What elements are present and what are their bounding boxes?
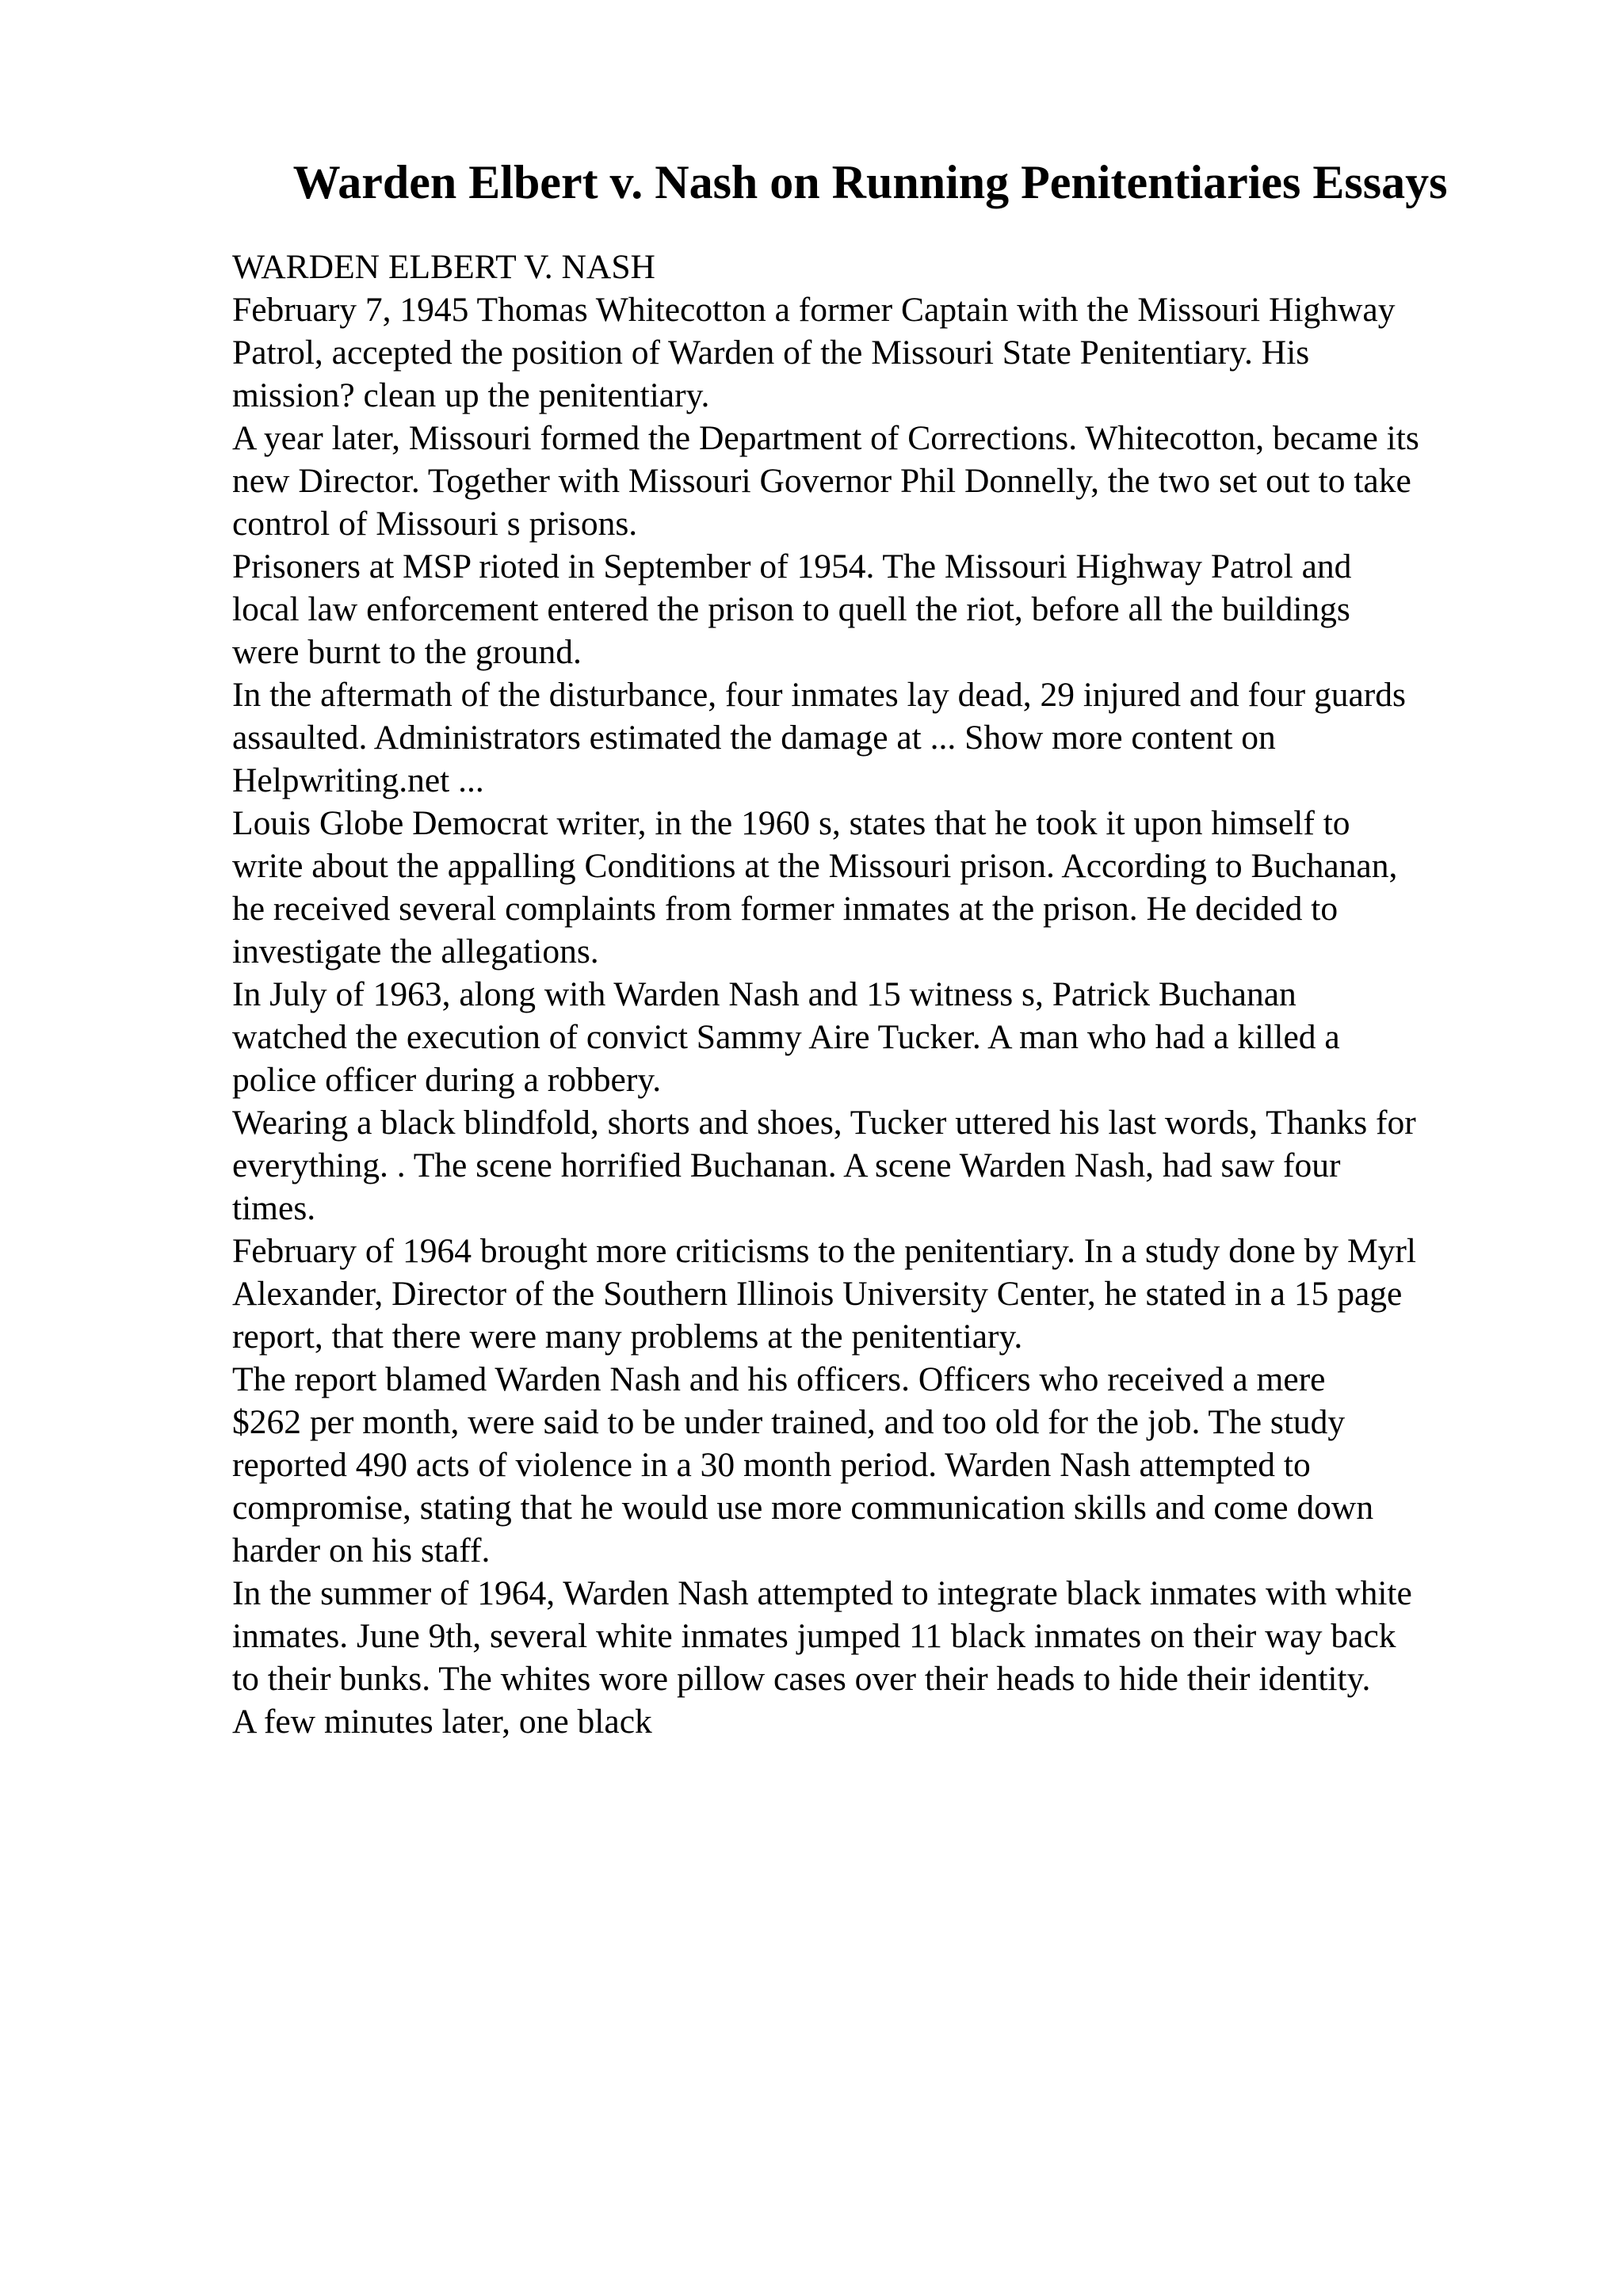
body-line: February of 1964 brought more criticisms to the penitentiary. In a study done by Myrl [232, 1232, 1416, 1270]
body-line: WARDEN ELBERT V. NASH [232, 248, 655, 286]
body-line: assaulted. Administrators estimated the damage at ... Show more content on [232, 719, 1276, 757]
body-line: investigate the allegations. [232, 933, 599, 971]
body-line: to their bunks. The whites wore pillow cases over their heads to hide their identity. [232, 1660, 1371, 1698]
body-line: compromise, stating that he would use more communication skills and come down [232, 1489, 1374, 1527]
body-line: A few minutes later, one black [232, 1703, 652, 1741]
body-line: February 7, 1945 Thomas Whitecotton a former Captain with the Missouri Highway [232, 291, 1396, 329]
body-line: Helpwriting.net ... [232, 761, 484, 799]
body-line: harder on his staff. [232, 1531, 491, 1569]
body-line: watched the execution of convict Sammy Aire Tucker. A man who had a killed a [232, 1018, 1340, 1056]
body-line: Wearing a black blindfold, shorts and shoes, Tucker uttered his last words, Thanks for [232, 1104, 1416, 1142]
body-line: Patrol, accepted the position of Warden of the Missouri State Penitentiary. His [232, 334, 1310, 372]
document-body [232, 246, 1564, 1743]
body-line: Prisoners at MSP rioted in September of 1954. The Missouri Highway Patrol and [232, 547, 1352, 585]
body-line: write about the appalling Conditions at the Missouri prison. According to Buchanan, [232, 847, 1398, 885]
body-line: report, that there were many problems at the penitentiary. [232, 1318, 1023, 1356]
body-line: In July of 1963, along with Warden Nash and 15 witness s, Patrick Buchanan [232, 975, 1296, 1013]
body-line: he received several complaints from former inmates at the prison. He decided to [232, 890, 1338, 928]
body-line: control of Missouri s prisons. [232, 505, 638, 543]
body-line: police officer during a robbery. [232, 1061, 662, 1099]
document-title: Warden Elbert v. Nash on Running Penitentiaries Essays [292, 156, 1448, 208]
body-line: $262 per month, were said to be under trained, and too old for the job. The study [232, 1403, 1346, 1441]
body-line: In the aftermath of the disturbance, four inmates lay dead, 29 injured and four guards [232, 676, 1406, 714]
body-line: local law enforcement entered the prison to quell the riot, before all the buildings [232, 590, 1350, 628]
body-line: reported 490 acts of violence in a 30 month period. Warden Nash attempted to [232, 1446, 1311, 1484]
body-line: In the summer of 1964, Warden Nash attempted to integrate black inmates with white [232, 1574, 1412, 1612]
body-line: Louis Globe Democrat writer, in the 1960 s, states that he took it upon himself to [232, 804, 1350, 842]
body-line: inmates. June 9th, several white inmates jumped 11 black inmates on their way back [232, 1617, 1396, 1655]
body-line: everything. . The scene horrified Buchanan. A scene Warden Nash, had saw four [232, 1146, 1341, 1184]
body-line: Alexander, Director of the Southern Illinois University Center, he stated in a 15 page [232, 1275, 1403, 1313]
body-line: A year later, Missouri formed the Department of Corrections. Whitecotton, became its [232, 419, 1419, 457]
body-line: times. [232, 1189, 316, 1227]
body-line: mission? clean up the penitentiary. [232, 376, 710, 414]
body-line: new Director. Together with Missouri Governor Phil Donnelly, the two set out to take [232, 462, 1411, 500]
body-line: The report blamed Warden Nash and his officers. Officers who received a mere [232, 1360, 1326, 1398]
body-line: were burnt to the ground. [232, 633, 582, 671]
